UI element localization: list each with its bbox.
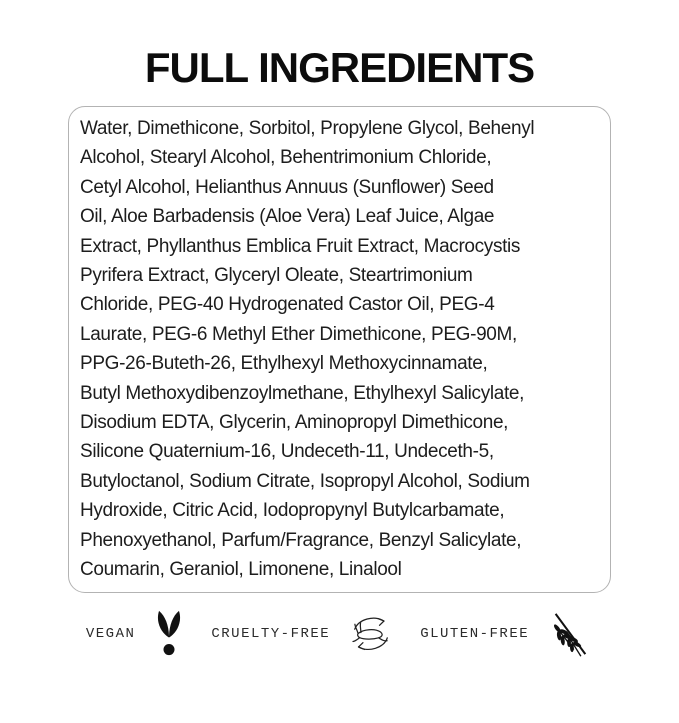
ingredients-box (68, 106, 611, 593)
ingredients-line: Laurate, PEG-6 Methyl Ether Dimethicone, PEG-90M, (80, 323, 517, 345)
vegan-sprout-icon (153, 608, 185, 660)
badge-vegan (86, 608, 186, 660)
ingredients-line: Coumarin, Geraniol, Limonene, Linalool (80, 559, 402, 581)
gluten-free-wheat-icon (547, 610, 593, 658)
ingredients-line: Butyloctanol, Sodium Citrate, Isopropyl Alcohol, Sodium (80, 470, 530, 492)
badge-cruelty-free (211, 611, 394, 657)
cruelty-free-rabbit-icon (348, 611, 394, 657)
ingredients-line: Chloride, PEG-40 Hydrogenated Castor Oil, PEG-4 (80, 294, 495, 316)
badge-vegan-label: VEGAN (85, 625, 136, 642)
badge-gluten-free (420, 610, 593, 658)
ingredients-line: Water, Dimethicone, Sorbitol, Propylene Glycol, Behenyl (80, 118, 535, 139)
ingredients-line: Disodium EDTA, Glycerin, Aminopropyl Dimethicone, (80, 412, 509, 434)
badge-gluten-free-label: GLUTEN-FREE (420, 625, 530, 642)
ingredients-line: Oil, Aloe Barbadensis (Aloe Vera) Leaf Juice, Algae (80, 206, 495, 228)
ingredients-infographic (0, 44, 679, 723)
ingredients-line: Alcohol, Stearyl Alcohol, Behentrimonium Chloride, (80, 147, 492, 169)
ingredients-line: Cetyl Alcohol, Helianthus Annuus (Sunflower) Seed (80, 176, 494, 198)
certification-badges (0, 608, 679, 660)
ingredients-line: Phenoxyethanol, Parfum/Fragrance, Benzyl Salicylate, (80, 529, 522, 551)
ingredients-line: Silicone Quaternium-16, Undeceth-11, Undeceth-5, (80, 441, 494, 463)
ingredients-line: Pyrifera Extract, Glyceryl Oleate, Steartrimonium (80, 265, 473, 287)
badge-cruelty-free-label: CRUELTY-FREE (211, 625, 331, 642)
ingredients-line: PPG-26-Buteth-26, Ethylhexyl Methoxycinnamate, (80, 353, 488, 375)
ingredients-line: Butyl Methoxydibenzoylmethane, Ethylhexyl Salicylate, (80, 382, 525, 404)
ingredients-line: Hydroxide, Citric Acid, Iodopropynyl Butylcarbamate, (80, 500, 505, 522)
page-title: FULL INGREDIENTS (144, 44, 535, 91)
ingredients-line: Extract, Phyllanthus Emblica Fruit Extract, Macrocystis (80, 235, 521, 257)
